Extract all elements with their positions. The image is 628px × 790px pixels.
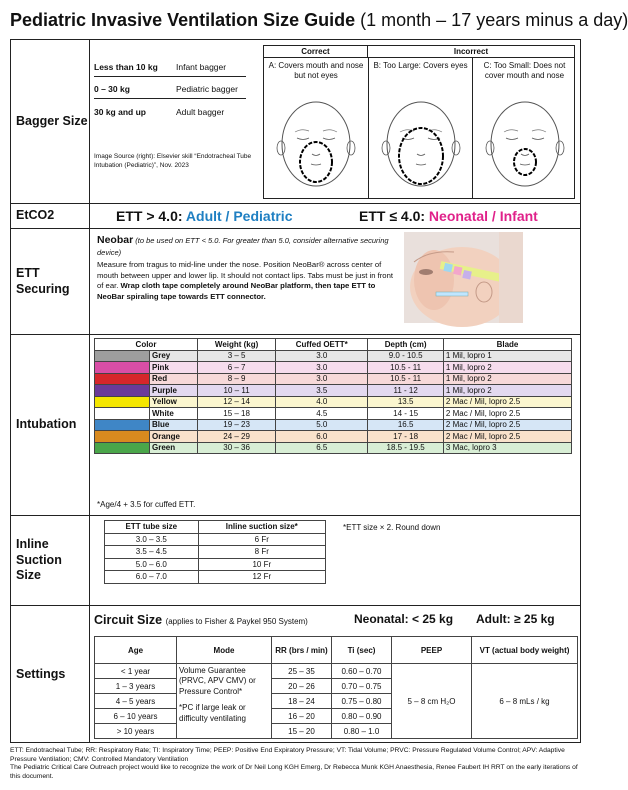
suction-label: Inline Suction Size: [11, 516, 90, 605]
footer: [10, 747, 582, 781]
color-name: White: [150, 408, 198, 420]
color-name: Yellow: [150, 396, 198, 408]
weight-cell: 24 – 29: [198, 431, 276, 443]
divider: [94, 98, 246, 99]
neobar-instructions-text: Measure from tragus to mid-line under the nose. Position NeoBar® across center of mouth between upper and lower lip. It should not contact lips. Tabs must be just in front of ear.: [97, 260, 393, 291]
weight-cell: 3 – 5: [198, 350, 276, 362]
etco2-label: EtCO2: [11, 204, 90, 228]
depth-cell: 10.5 - 11: [368, 373, 444, 385]
page-title-main: Pediatric Invasive Ventilation Size Guide: [10, 10, 356, 30]
intubation-table: [94, 338, 572, 454]
circuit-adult: Adult: ≥ 25 kg: [476, 612, 555, 626]
table-row: [95, 362, 572, 374]
mask-fit-too-large: [368, 58, 472, 198]
color-swatch: [95, 419, 150, 431]
table-row: [105, 533, 326, 546]
age-cell: < 1 year: [95, 664, 177, 679]
color-name: Purple: [150, 385, 198, 397]
intubation-section: [11, 335, 580, 516]
table-row: [105, 571, 326, 584]
oett-cell: 4.5: [276, 408, 368, 420]
rr-cell: 15 – 20: [272, 724, 332, 739]
circuit-size-heading: Circuit Size: [94, 613, 163, 627]
blade-cell: 2 Mac / Mil, lopro 2.5: [443, 431, 571, 443]
table-header-row: [95, 637, 578, 664]
color-name: Red: [150, 373, 198, 385]
color-swatch: [95, 408, 150, 420]
neobar-instructions-bold: Wrap cloth tape completely around NeoBar platform, then tape ETT to NeoBar spiraling tape towards ETT connector.: [97, 281, 376, 301]
bagger-range: 0 – 30 kg: [94, 84, 130, 94]
ventilator-settings-table: [94, 636, 578, 739]
table-row: [95, 396, 572, 408]
color-name: Grey: [150, 350, 198, 362]
suction-note: *ETT size × 2. Round down: [343, 523, 441, 532]
mode-text: Volume Guarantee (PRVC, APV CMV) or Pressure Control*: [179, 666, 256, 696]
column-header: Weight (kg): [198, 339, 276, 351]
suction-table: [104, 520, 326, 584]
table-header-row: [105, 521, 326, 534]
suction-size-cell: 12 Fr: [198, 571, 325, 584]
mode-cell: [177, 664, 272, 739]
neobar-instructions: [97, 260, 397, 303]
circuit-neonatal: Neonatal: < 25 kg: [354, 612, 454, 626]
column-header: VT (actual body weight): [472, 637, 578, 664]
color-swatch: [95, 385, 150, 397]
credits: The Pediatric Critical Care Outreach project would like to recognize the work of Dr Neil Long KGH Emerg, Dr Rebecca Munk KGH Anaesthesia, Renee Faubert IH RRT on the early iterations of this document.: [10, 764, 578, 780]
neobar-name: Neobar: [97, 234, 134, 246]
vt-cell: 6 – 8 mLs / kg: [472, 664, 578, 739]
bagger-range: 30 kg and up: [94, 107, 146, 117]
rr-cell: 20 – 26: [272, 679, 332, 694]
table-row: [95, 408, 572, 420]
color-swatch: [95, 442, 150, 454]
blade-cell: 1 Mil, lopro 1: [443, 350, 571, 362]
bagger-section: [11, 40, 580, 204]
ti-cell: 0.70 – 0.75: [332, 679, 392, 694]
color-swatch: [95, 396, 150, 408]
color-swatch: [95, 350, 150, 362]
bagger-item: [94, 84, 256, 94]
infant-face-icon: [480, 92, 570, 192]
image-source-note: Image Source (right): Elsevier skill “Endotracheal Tube Intubation (Pediatric)”, Nov. 2023: [94, 153, 252, 169]
age-cell: > 10 years: [95, 724, 177, 739]
bagger-type: Adult bagger: [176, 107, 225, 117]
depth-cell: 16.5: [368, 419, 444, 431]
correct-header: Correct: [264, 46, 368, 58]
ti-cell: 0.80 – 0.90: [332, 709, 392, 724]
mode-note: *PC if large leak or difficulty ventilating: [179, 703, 246, 723]
suction-size-cell: 8 Fr: [198, 546, 325, 559]
guide-table: [10, 39, 581, 743]
bagger-label: Bagger Size: [11, 40, 90, 203]
incorrect-header: Incorrect: [368, 46, 574, 58]
blade-cell: 2 Mac / Mil, lopro 2.5: [443, 396, 571, 408]
depth-cell: 9.0 - 10.5: [368, 350, 444, 362]
oett-cell: 6.5: [276, 442, 368, 454]
weight-cell: 19 – 23: [198, 419, 276, 431]
etco2-adult-threshold: ETT > 4.0:: [116, 208, 183, 224]
etco2-neonatal: [359, 208, 538, 224]
depth-cell: 13.5: [368, 396, 444, 408]
color-name: Orange: [150, 431, 198, 443]
etco2-adult: [116, 208, 292, 224]
etco2-adult-value: Adult / Pediatric: [185, 208, 293, 224]
table-header-row: [95, 339, 572, 351]
oett-cell: 4.0: [276, 396, 368, 408]
table-row: [95, 664, 578, 679]
table-row: [105, 546, 326, 559]
column-header: Blade: [443, 339, 571, 351]
age-cell: 6 – 10 years: [95, 709, 177, 724]
circuit-size-title: [94, 613, 308, 627]
rr-cell: 25 – 35: [272, 664, 332, 679]
peep-cell: 5 – 8 cm H₂O: [392, 664, 472, 739]
weight-cell: 30 – 36: [198, 442, 276, 454]
oett-cell: 3.5: [276, 385, 368, 397]
mask-fit-too-small: [472, 58, 576, 198]
blade-cell: 3 Mac, lopro 3: [443, 442, 571, 454]
rr-cell: 16 – 20: [272, 709, 332, 724]
neobar-note: (to be used on ETT < 5.0. For greater than 5.0, consider alternative securing device): [97, 236, 389, 257]
blade-cell: 1 Mil, lopro 2: [443, 373, 571, 385]
ett-size-cell: 5.0 – 6.0: [105, 558, 199, 571]
column-header: RR (brs / min): [272, 637, 332, 664]
color-swatch: [95, 373, 150, 385]
column-header: Depth (cm): [368, 339, 444, 351]
table-row: [95, 350, 572, 362]
column-header: PEEP: [392, 637, 472, 664]
oett-cell: 5.0: [276, 419, 368, 431]
infant-face-icon: [271, 92, 361, 192]
weight-cell: 6 – 7: [198, 362, 276, 374]
weight-cell: 10 – 11: [198, 385, 276, 397]
table-row: [95, 419, 572, 431]
column-header: ETT tube size: [105, 521, 199, 534]
divider: [94, 76, 246, 77]
suction-section: [11, 516, 580, 606]
column-header: Cuffed OETT*: [276, 339, 368, 351]
column-header: Age: [95, 637, 177, 664]
bagger-item: [94, 107, 256, 117]
blade-cell: 1 Mil, lopro 2: [443, 385, 571, 397]
column-header: Color: [95, 339, 198, 351]
blade-cell: 1 Mil, lopro 2: [443, 362, 571, 374]
color-swatch: [95, 431, 150, 443]
table-row: [95, 442, 572, 454]
blade-cell: 2 Mac / Mil, lopro 2.5: [443, 408, 571, 420]
table-row: [95, 431, 572, 443]
mask-caption: A: Covers mouth and nose but not eyes: [268, 61, 364, 81]
table-row: [105, 558, 326, 571]
suction-size-cell: 10 Fr: [198, 558, 325, 571]
ett-size-cell: 3.0 – 3.5: [105, 533, 199, 546]
infant-face-icon: [376, 92, 466, 192]
column-header: Ti (sec): [332, 637, 392, 664]
depth-cell: 11 - 12: [368, 385, 444, 397]
rr-cell: 18 – 24: [272, 694, 332, 709]
ti-cell: 0.75 – 0.80: [332, 694, 392, 709]
settings-section: [11, 606, 580, 743]
bagger-type: Infant bagger: [176, 62, 227, 72]
column-header: Mode: [177, 637, 272, 664]
mask-caption: B: Too Large: Covers eyes: [373, 61, 468, 70]
depth-cell: 10.5 - 11: [368, 362, 444, 374]
color-swatch: [95, 362, 150, 374]
intubation-label: Intubation: [11, 335, 90, 515]
depth-cell: 14 - 15: [368, 408, 444, 420]
etco2-neonatal-value: Neonatal / Infant: [428, 208, 538, 224]
depth-cell: 18.5 - 19.5: [368, 442, 444, 454]
neobar-photo: [404, 232, 523, 323]
abbreviations: ETT: Endotracheal Tube; RR: Respiratory Rate; TI: Inspiratory Time; PEEP: Positive End Expiratory Pressure; VT: Tidal Volume; PRVC: Pressure Regulated Volume Control; APV: Adaptive Pressure Ventilation; CMV: Controlled Mandatory Ventilation: [10, 747, 565, 763]
weight-cell: 15 – 18: [198, 408, 276, 420]
color-name: Pink: [150, 362, 198, 374]
mask-caption: C: Too Small: Does not cover mouth and nose: [483, 61, 566, 81]
table-row: [95, 385, 572, 397]
suction-size-cell: 6 Fr: [198, 533, 325, 546]
oett-cell: 3.0: [276, 350, 368, 362]
ett-size-cell: 6.0 – 7.0: [105, 571, 199, 584]
oett-cell: 6.0: [276, 431, 368, 443]
ett-securing-label: ETT Securing: [11, 229, 90, 334]
color-name: Green: [150, 442, 198, 454]
neobar-title: [97, 234, 392, 257]
bagger-range: Less than 10 kg: [94, 62, 158, 72]
mask-fit-correct: [264, 58, 368, 198]
ett-size-cell: 3.5 – 4.5: [105, 546, 199, 559]
oett-footnote: *Age/4 + 3.5 for cuffed ETT.: [97, 500, 196, 509]
depth-cell: 17 - 18: [368, 431, 444, 443]
page-title: [10, 10, 628, 31]
etco2-neonatal-threshold: ETT ≤ 4.0:: [359, 208, 426, 224]
mask-fit-diagram: [263, 45, 575, 199]
circuit-size-note: (applies to Fisher & Paykel 950 System): [165, 617, 308, 626]
blade-cell: 2 Mac / Mil, lopro 2.5: [443, 419, 571, 431]
bagger-item: [94, 62, 256, 72]
ti-cell: 0.80 – 1.0: [332, 724, 392, 739]
age-cell: 4 – 5 years: [95, 694, 177, 709]
age-cell: 1 – 3 years: [95, 679, 177, 694]
settings-label: Settings: [11, 606, 90, 743]
column-header: Inline suction size*: [198, 521, 325, 534]
ett-securing-section: [11, 229, 580, 335]
weight-cell: 12 – 14: [198, 396, 276, 408]
table-row: [95, 373, 572, 385]
etco2-section: [11, 204, 580, 229]
bagger-type: Pediatric bagger: [176, 84, 238, 94]
weight-cell: 8 – 9: [198, 373, 276, 385]
page-title-range: (1 month – 17 years minus a day): [360, 10, 628, 30]
color-name: Blue: [150, 419, 198, 431]
oett-cell: 3.0: [276, 362, 368, 374]
oett-cell: 3.0: [276, 373, 368, 385]
ti-cell: 0.60 – 0.70: [332, 664, 392, 679]
